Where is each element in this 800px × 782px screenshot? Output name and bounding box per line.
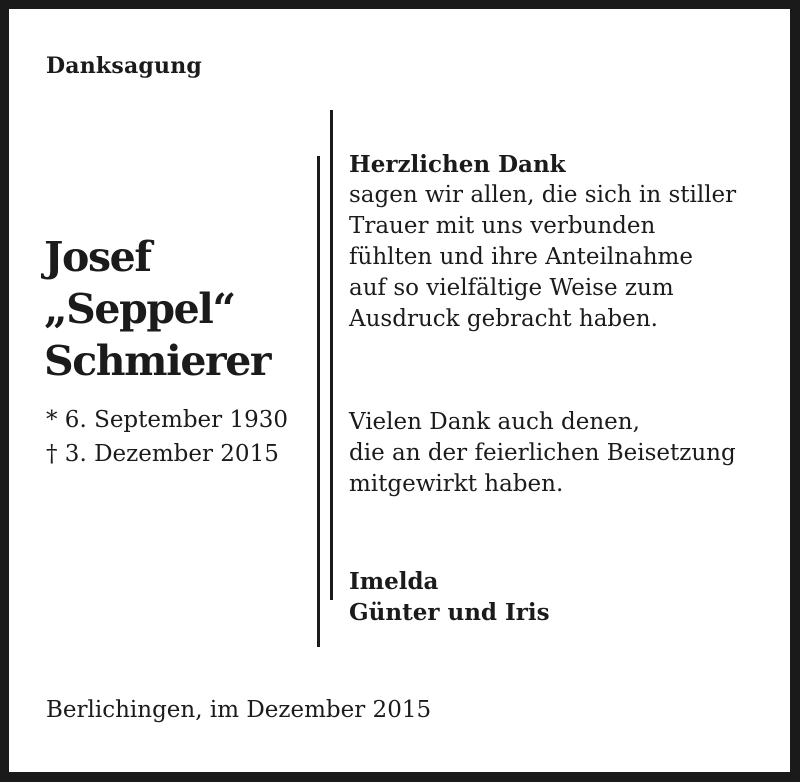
thanks-line: Trauer mit uns verbunden [349, 213, 656, 239]
thanks-line: sagen wir allen, die sich in stiller [349, 182, 737, 208]
obituary-card [9, 9, 790, 772]
signers [349, 566, 550, 628]
first-name: Josef [44, 233, 151, 281]
last-name: Schmierer [44, 337, 271, 385]
thanks-line: Ausdruck gebracht haben. [349, 306, 658, 332]
funeral-thanks-line: Vielen Dank auch denen, [349, 409, 640, 435]
birth-date: * 6. September 1930 [46, 407, 288, 433]
signer: Günter und Iris [349, 599, 550, 626]
funeral-thanks-line: die an der feierlichen Beisetzung [349, 440, 736, 466]
funeral-thanks-line: mitgewirkt haben. [349, 471, 564, 497]
funeral-thanks [349, 407, 736, 500]
thanks-message [349, 149, 736, 335]
nickname: „Seppel“ [44, 285, 235, 333]
thanks-title: Herzlichen Dank [349, 151, 566, 178]
thanks-line: fühlten und ihre Anteilnahme [349, 244, 693, 270]
place-date-footer: Berlichingen, im Dezember 2015 [46, 697, 432, 723]
heading: Danksagung [46, 53, 202, 79]
divider-left [317, 156, 320, 647]
life-dates [46, 403, 288, 471]
deceased-name [44, 231, 270, 387]
divider-right [330, 110, 333, 600]
death-date: † 3. Dezember 2015 [46, 441, 279, 467]
signer: Imelda [349, 568, 439, 595]
thanks-line: auf so vielfältige Weise zum [349, 275, 674, 301]
